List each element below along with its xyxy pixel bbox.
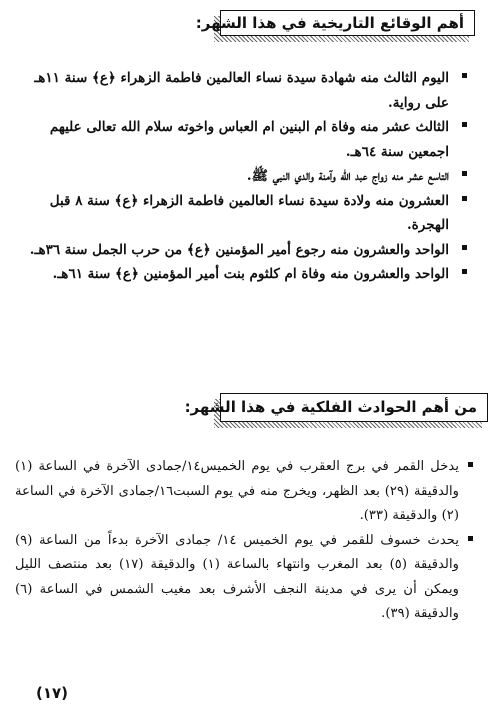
square-bullet-icon [468, 462, 473, 467]
list-item-text: الواحد والعشرون منه رجوع أمير المؤمنين ﴿ع﴾ من حرب الجمل سنة ٣٦هـ. [29, 241, 449, 258]
list-item [22, 66, 467, 115]
section-heading-astronomical-events [184, 393, 488, 422]
square-bullet-icon [462, 245, 467, 250]
section-heading-text: أهم الوقائع التاريخية في هذا الشهر: [195, 13, 464, 32]
list-item-text: العشرون منه ولادة سيدة نساء العالمين فاطمة الزهراء ﴿ع﴾ سنة ٨ قبل الهجرة. [49, 192, 449, 233]
list-item-text: يدخل القمر في برج العقرب في يوم الخميس١٤/جمادى الآخرة في الساعة (١) والدقيقة (٢٩) بعد الظهر، ويخرج منه في يوم السبت١٦/جمادى الآخرة في الساعة (٢) والدقيقة (٣٣). [15, 459, 459, 523]
list-item-text: الواحد والعشرون منه وفاة ام كلثوم بنت أمير المؤمنين ﴿ع﴾ سنة ٦١هـ. [52, 266, 449, 282]
list-item [22, 238, 467, 263]
square-bullet-icon [462, 73, 467, 78]
list-item [22, 115, 467, 164]
page-number: (١٧) [36, 684, 69, 702]
square-bullet-icon [462, 269, 467, 274]
square-bullet-icon [468, 536, 473, 541]
section-heading-text: من أهم الحوادث الفلكية في هذا الشهر: [184, 398, 477, 416]
square-bullet-icon [462, 196, 467, 201]
square-bullet-icon [462, 122, 467, 127]
list-item [22, 164, 467, 189]
list-item [22, 262, 467, 287]
list-item-text: التاسع عشر منه زواج عبد الله وآمنة والدي النبي ﷺ. [246, 168, 449, 184]
list-item-text: اليوم الثالث منه شهادة سيدة نساء العالمين فاطمة الزهراء ﴿ع﴾ سنة ١١هـ على رواية. [34, 70, 449, 111]
list-item-text: يحدث خسوف للقمر في يوم الخميس ١٤/ جمادى الآخرة بدءاً من الساعة (٩) والدقيقة (٥) بعد المغرب وانتهاء بالساعة (١) والدقيقة (١٧) بعد منتصف الليل ويمكن أن يرى في مدينة النجف الأشرف بعد مغيب الشمس في الساعة (٦) والدقيقة (٣٩). [15, 532, 459, 621]
list-item [22, 189, 467, 238]
list-item-text: الثالث عشر منه وفاة ام البنين ام العباس واخوته سلام الله تعالى عليهم اجمعين سنة ٦٤هـ. [49, 119, 449, 160]
list-item [15, 529, 473, 627]
square-bullet-icon [462, 171, 467, 176]
list-item [15, 455, 473, 529]
section-heading-historical-events [195, 10, 475, 36]
astronomical-events-list [15, 455, 473, 627]
historical-events-list [22, 66, 467, 287]
